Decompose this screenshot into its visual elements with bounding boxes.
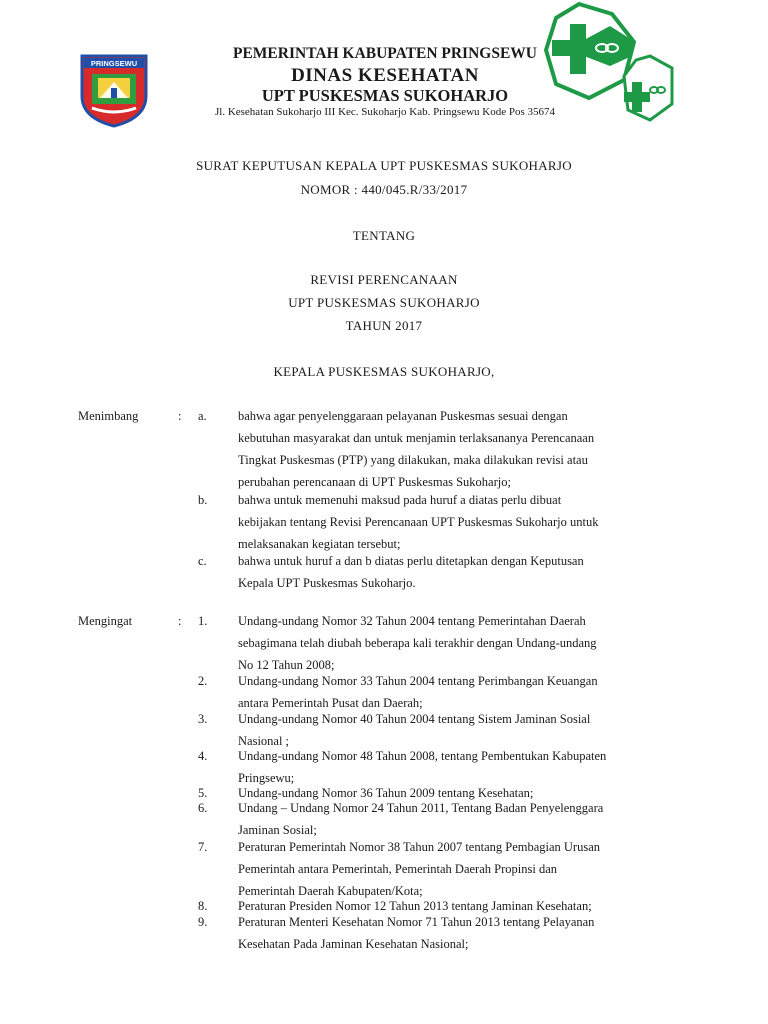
subject-line-1: REVISI PERENCANAAN <box>310 272 458 287</box>
logo-left-text: PRINGSEWU <box>90 59 138 68</box>
tentang-heading: TENTANG <box>352 228 416 243</box>
text-line: Tingkat Puskesmas (PTP) yang dilakukan, maka dilakukan revisi atau <box>238 453 588 467</box>
text-line: melaksanakan kegiatan tersebut; <box>238 537 401 551</box>
text-line: Undang-undang Nomor 36 Tahun 2009 tentang Kesehatan; <box>238 786 534 800</box>
letterhead-address: Jl. Kesehatan Sukoharjo III Kec. Sukoharjo Kab. Pringsewu Kode Pos 35674 <box>214 106 556 118</box>
puskesmas-logo <box>540 0 680 128</box>
list-marker: 8. <box>198 899 208 913</box>
text-line: Nasional ; <box>238 734 290 748</box>
subject-line-3: TAHUN 2017 <box>345 318 423 333</box>
text-line: Jaminan Sosial; <box>238 823 317 837</box>
text-line: sebagimana telah diubah beberapa kali terakhir dengan Undang-undang <box>238 636 597 650</box>
list-marker: 4. <box>198 749 208 763</box>
menimbang-colon: : <box>178 409 182 423</box>
text-line: Undang-undang Nomor 48 Tahun 2008, tentang Pembentukan Kabupaten <box>238 749 607 763</box>
text-line: perubahan perencanaan di UPT Puskesmas Sukoharjo; <box>238 475 511 489</box>
list-marker: 3. <box>198 712 208 726</box>
text-line: Undang-undang Nomor 32 Tahun 2004 tentang Pemerintahan Daerah <box>238 614 586 628</box>
list-marker: 6. <box>198 801 208 815</box>
mengingat-label: Mengingat <box>78 614 133 628</box>
list-item <box>238 836 686 902</box>
list-marker: b. <box>198 493 208 507</box>
issuing-official: KEPALA PUSKESMAS SUKOHARJO, <box>273 364 495 379</box>
list-marker: 5. <box>198 786 208 800</box>
decree-number: NOMOR : 440/045.R/33/2017 <box>300 182 468 197</box>
subject-line-2: UPT PUSKESMAS SUKOHARJO <box>288 295 480 310</box>
text-line: Undang – Undang Nomor 24 Tahun 2011, Tentang Badan Penyelenggara <box>238 801 604 815</box>
menimbang-label: Menimbang <box>78 409 139 423</box>
text-line: Undang-undang Nomor 40 Tahun 2004 tentang Sistem Jaminan Sosial <box>238 712 591 726</box>
decree-title: SURAT KEPUTUSAN KEPALA UPT PUSKESMAS SUKOHARJO <box>196 158 572 173</box>
mengingat-colon: : <box>178 614 182 628</box>
text-line: Kesehatan Pada Jaminan Kesehatan Nasional; <box>238 937 469 951</box>
list-item <box>238 550 686 594</box>
list-marker: a. <box>198 409 207 423</box>
list-marker: 2. <box>198 674 208 688</box>
text-line: Kepala UPT Puskesmas Sukoharjo. <box>238 576 416 590</box>
text-line: kebijakan tentang Revisi Perencanaan UPT Puskesmas Sukoharjo untuk <box>238 515 599 529</box>
text-line: Peraturan Presiden Nomor 12 Tahun 2013 tentang Jaminan Kesehatan; <box>238 899 592 913</box>
letterhead-government: PEMERINTAH KABUPATEN PRINGSEWU <box>233 45 537 62</box>
list-marker: 1. <box>198 614 208 628</box>
list-marker: 7. <box>198 840 208 854</box>
text-line: antara Pemerintah Pusat dan Daerah; <box>238 696 423 710</box>
letterhead-agency: DINAS KESEHATAN <box>291 65 479 86</box>
text-line: bahwa agar penyelenggaraan pelayanan Puskesmas sesuai dengan <box>238 409 568 423</box>
text-line: Pemerintah antara Pemerintah, Pemerintah Daerah Propinsi dan <box>238 862 557 876</box>
text-line: Pemerintah Daerah Kabupaten/Kota; <box>238 884 423 898</box>
text-line: bahwa untuk memenuhi maksud pada huruf a diatas perlu dibuat <box>238 493 562 507</box>
text-line: bahwa untuk huruf a dan b diatas perlu ditetapkan dengan Keputusan <box>238 554 584 568</box>
list-marker: c. <box>198 554 207 568</box>
list-item <box>238 797 686 841</box>
letterhead-unit: UPT PUSKESMAS SUKOHARJO <box>261 86 509 105</box>
text-line: Pringsewu; <box>238 771 295 785</box>
text-line: Undang-undang Nomor 33 Tahun 2004 tentang Perimbangan Keuangan <box>238 674 598 688</box>
list-item <box>238 489 686 555</box>
text-line: Peraturan Menteri Kesehatan Nomor 71 Tahun 2013 tentang Pelayanan <box>238 915 595 929</box>
pringsewu-regency-logo <box>78 52 150 128</box>
list-item <box>238 610 686 676</box>
list-item <box>238 911 686 955</box>
text-line: Peraturan Pemerintah Nomor 38 Tahun 2007 tentang Pembagian Urusan <box>238 840 601 854</box>
text-line: kebutuhan masyarakat dan untuk menjamin terlaksananya Perencanaan <box>238 431 595 445</box>
list-item <box>238 405 686 493</box>
text-line: No 12 Tahun 2008; <box>238 658 335 672</box>
list-marker: 9. <box>198 915 208 929</box>
